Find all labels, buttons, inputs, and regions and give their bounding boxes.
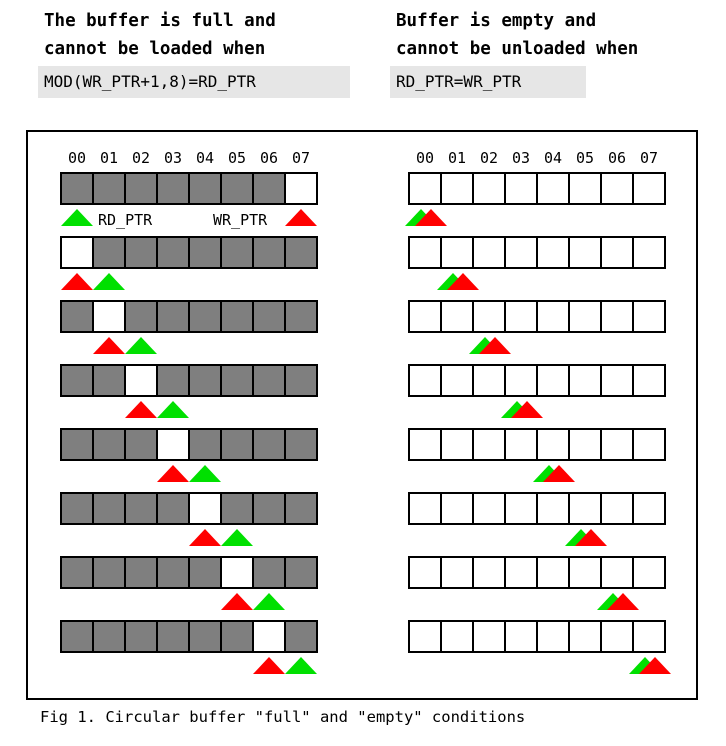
full-row-4-slot-3 (157, 429, 189, 460)
full-row-4-slot-2 (125, 429, 157, 460)
empty-row-4-slot-7 (633, 429, 665, 460)
full-row-0-slot-4 (189, 173, 221, 204)
full-row-1-slot-6 (253, 237, 285, 268)
full-condition-line-2: cannot be loaded when (44, 39, 266, 59)
empty-row-5-slot-2 (473, 493, 505, 524)
empty-slot-label-07: 07 (639, 149, 659, 167)
empty-row-5-slot-4 (537, 493, 569, 524)
empty-row-0-slot-0 (409, 173, 441, 204)
full-slot-label-06: 06 (259, 149, 279, 167)
empty-row-0-slot-4 (537, 173, 569, 204)
full-row-6-slot-5 (221, 557, 253, 588)
empty-slot-label-05: 05 (575, 149, 595, 167)
empty-row-3-slot-6 (601, 365, 633, 396)
empty-row-0-slot-2 (473, 173, 505, 204)
full-row-1-slot-4 (189, 237, 221, 268)
full-row-0-slot-0 (61, 173, 93, 204)
full-slot-label-05: 05 (227, 149, 247, 167)
full-row-2-slot-2 (125, 301, 157, 332)
full-row-5-slot-4 (189, 493, 221, 524)
full-row-7-slot-2 (125, 621, 157, 652)
full-row-0-slot-6 (253, 173, 285, 204)
empty-row-5-slot-7 (633, 493, 665, 524)
full-condition-line-1: The buffer is full and (44, 11, 276, 31)
empty-row-7-slot-6 (601, 621, 633, 652)
full-row-2-slot-5 (221, 301, 253, 332)
full-row-6-slot-2 (125, 557, 157, 588)
empty-row-4-slot-3 (505, 429, 537, 460)
empty-row-6-slot-2 (473, 557, 505, 588)
full-row-4-slot-4 (189, 429, 221, 460)
full-row-4-slot-7 (285, 429, 317, 460)
empty-row-0-slot-5 (569, 173, 601, 204)
empty-row-2-slot-5 (569, 301, 601, 332)
empty-row-2-slot-0 (409, 301, 441, 332)
empty-row-6-slot-3 (505, 557, 537, 588)
empty-slot-label-00: 00 (415, 149, 435, 167)
full-row-1-slot-1 (93, 237, 125, 268)
full-row-1-slot-3 (157, 237, 189, 268)
full-row-1-slot-7 (285, 237, 317, 268)
full-row-3-rd-pointer-icon (157, 401, 189, 418)
full-row-6-wr-pointer-icon (221, 593, 253, 610)
empty-row-4-slot-0 (409, 429, 441, 460)
empty-row-7-slot-3 (505, 621, 537, 652)
full-row-7-slot-0 (61, 621, 93, 652)
full-row-2-slot-1 (93, 301, 125, 332)
empty-row-2-slot-6 (601, 301, 633, 332)
empty-row-3-slot-4 (537, 365, 569, 396)
full-row-3-slot-6 (253, 365, 285, 396)
full-row-4-slot-5 (221, 429, 253, 460)
empty-row-6-slot-4 (537, 557, 569, 588)
empty-slot-label-04: 04 (543, 149, 563, 167)
full-row-7-slot-7 (285, 621, 317, 652)
empty-row-3-slot-1 (441, 365, 473, 396)
full-row-6-slot-7 (285, 557, 317, 588)
empty-row-5-slot-5 (569, 493, 601, 524)
empty-row-2-slot-4 (537, 301, 569, 332)
full-row-0-wr-pointer-icon (285, 209, 317, 226)
full-row-3-slot-1 (93, 365, 125, 396)
empty-row-1-slot-7 (633, 237, 665, 268)
full-row-2-wr-pointer-icon (93, 337, 125, 354)
empty-row-4-slot-6 (601, 429, 633, 460)
empty-condition-formula: RD_PTR=WR_PTR (390, 66, 586, 98)
full-condition-formula: MOD(WR_PTR+1,8)=RD_PTR (38, 66, 350, 98)
empty-row-7-slot-7 (633, 621, 665, 652)
full-row-7-slot-5 (221, 621, 253, 652)
empty-row-1-slot-4 (537, 237, 569, 268)
empty-row-5-slot-1 (441, 493, 473, 524)
empty-row-3-slot-5 (569, 365, 601, 396)
full-slot-label-02: 02 (131, 149, 151, 167)
empty-slot-label-02: 02 (479, 149, 499, 167)
empty-row-6-slot-0 (409, 557, 441, 588)
empty-row-6-slot-6 (601, 557, 633, 588)
empty-slot-label-03: 03 (511, 149, 531, 167)
full-row-3-slot-5 (221, 365, 253, 396)
empty-row-1-slot-0 (409, 237, 441, 268)
full-row-6-slot-6 (253, 557, 285, 588)
empty-row-6-slot-7 (633, 557, 665, 588)
wr-ptr-label: WR_PTR (213, 211, 268, 229)
full-slot-label-00: 00 (67, 149, 87, 167)
rd-ptr-label: RD_PTR (98, 211, 153, 229)
full-row-0-slot-1 (93, 173, 125, 204)
full-row-7-slot-4 (189, 621, 221, 652)
full-row-1-slot-5 (221, 237, 253, 268)
empty-row-7-slot-5 (569, 621, 601, 652)
full-row-5-wr-pointer-icon (189, 529, 221, 546)
full-slot-label-03: 03 (163, 149, 183, 167)
full-row-7-slot-3 (157, 621, 189, 652)
full-row-5-slot-6 (253, 493, 285, 524)
figure-caption: Fig 1. Circular buffer "full" and "empty" conditions (40, 708, 526, 726)
full-row-6-slot-1 (93, 557, 125, 588)
full-row-0-slot-5 (221, 173, 253, 204)
full-row-6-slot-0 (61, 557, 93, 588)
empty-row-0-slot-6 (601, 173, 633, 204)
empty-row-1-slot-6 (601, 237, 633, 268)
full-row-3-slot-0 (61, 365, 93, 396)
full-row-1-wr-pointer-icon (61, 273, 93, 290)
empty-row-4-slot-1 (441, 429, 473, 460)
full-row-5-slot-0 (61, 493, 93, 524)
full-row-2-slot-7 (285, 301, 317, 332)
full-row-7-rd-pointer-icon (285, 657, 317, 674)
empty-row-2-slot-3 (505, 301, 537, 332)
empty-row-3-slot-3 (505, 365, 537, 396)
empty-row-6-slot-5 (569, 557, 601, 588)
empty-row-3-slot-7 (633, 365, 665, 396)
full-row-7-slot-1 (93, 621, 125, 652)
empty-row-1-slot-2 (473, 237, 505, 268)
full-row-5-slot-1 (93, 493, 125, 524)
full-row-3-slot-4 (189, 365, 221, 396)
empty-row-5-slot-6 (601, 493, 633, 524)
full-row-2-slot-0 (61, 301, 93, 332)
full-slot-label-04: 04 (195, 149, 215, 167)
empty-row-5-slot-0 (409, 493, 441, 524)
full-row-4-slot-6 (253, 429, 285, 460)
empty-condition-line-2: cannot be unloaded when (396, 39, 639, 59)
full-row-1-rd-pointer-icon (93, 273, 125, 290)
empty-row-0-slot-7 (633, 173, 665, 204)
full-row-7-wr-pointer-icon (253, 657, 285, 674)
empty-row-0-slot-3 (505, 173, 537, 204)
full-row-2-slot-6 (253, 301, 285, 332)
empty-row-4-slot-5 (569, 429, 601, 460)
empty-row-2-slot-7 (633, 301, 665, 332)
empty-row-1-slot-5 (569, 237, 601, 268)
full-row-2-rd-pointer-icon (125, 337, 157, 354)
full-row-4-slot-0 (61, 429, 93, 460)
full-row-6-slot-3 (157, 557, 189, 588)
empty-row-4-slot-2 (473, 429, 505, 460)
full-row-5-slot-7 (285, 493, 317, 524)
empty-row-2-slot-2 (473, 301, 505, 332)
empty-row-3-slot-0 (409, 365, 441, 396)
full-slot-label-01: 01 (99, 149, 119, 167)
full-row-6-slot-4 (189, 557, 221, 588)
full-row-5-slot-5 (221, 493, 253, 524)
full-row-3-wr-pointer-icon (125, 401, 157, 418)
empty-row-5-slot-3 (505, 493, 537, 524)
full-row-4-slot-1 (93, 429, 125, 460)
full-row-0-slot-3 (157, 173, 189, 204)
full-row-3-slot-3 (157, 365, 189, 396)
full-row-2-slot-4 (189, 301, 221, 332)
empty-row-6-slot-1 (441, 557, 473, 588)
full-row-5-slot-2 (125, 493, 157, 524)
full-row-5-slot-3 (157, 493, 189, 524)
full-row-4-rd-pointer-icon (189, 465, 221, 482)
empty-row-7-slot-1 (441, 621, 473, 652)
empty-row-1-slot-1 (441, 237, 473, 268)
full-row-0-rd-pointer-icon (61, 209, 93, 226)
empty-condition-line-1: Buffer is empty and (396, 11, 597, 31)
empty-row-2-slot-1 (441, 301, 473, 332)
full-row-4-wr-pointer-icon (157, 465, 189, 482)
full-row-0-slot-2 (125, 173, 157, 204)
empty-row-7-slot-2 (473, 621, 505, 652)
empty-slot-label-01: 01 (447, 149, 467, 167)
full-row-6-rd-pointer-icon (253, 593, 285, 610)
full-row-1-slot-0 (61, 237, 93, 268)
empty-row-7-slot-4 (537, 621, 569, 652)
empty-slot-label-06: 06 (607, 149, 627, 167)
full-slot-label-07: 07 (291, 149, 311, 167)
full-row-7-slot-6 (253, 621, 285, 652)
full-row-3-slot-2 (125, 365, 157, 396)
empty-row-4-slot-4 (537, 429, 569, 460)
full-row-0-slot-7 (285, 173, 317, 204)
empty-row-3-slot-2 (473, 365, 505, 396)
full-row-5-rd-pointer-icon (221, 529, 253, 546)
full-row-3-slot-7 (285, 365, 317, 396)
empty-row-7-slot-0 (409, 621, 441, 652)
full-row-1-slot-2 (125, 237, 157, 268)
empty-row-1-slot-3 (505, 237, 537, 268)
full-row-2-slot-3 (157, 301, 189, 332)
empty-row-0-slot-1 (441, 173, 473, 204)
